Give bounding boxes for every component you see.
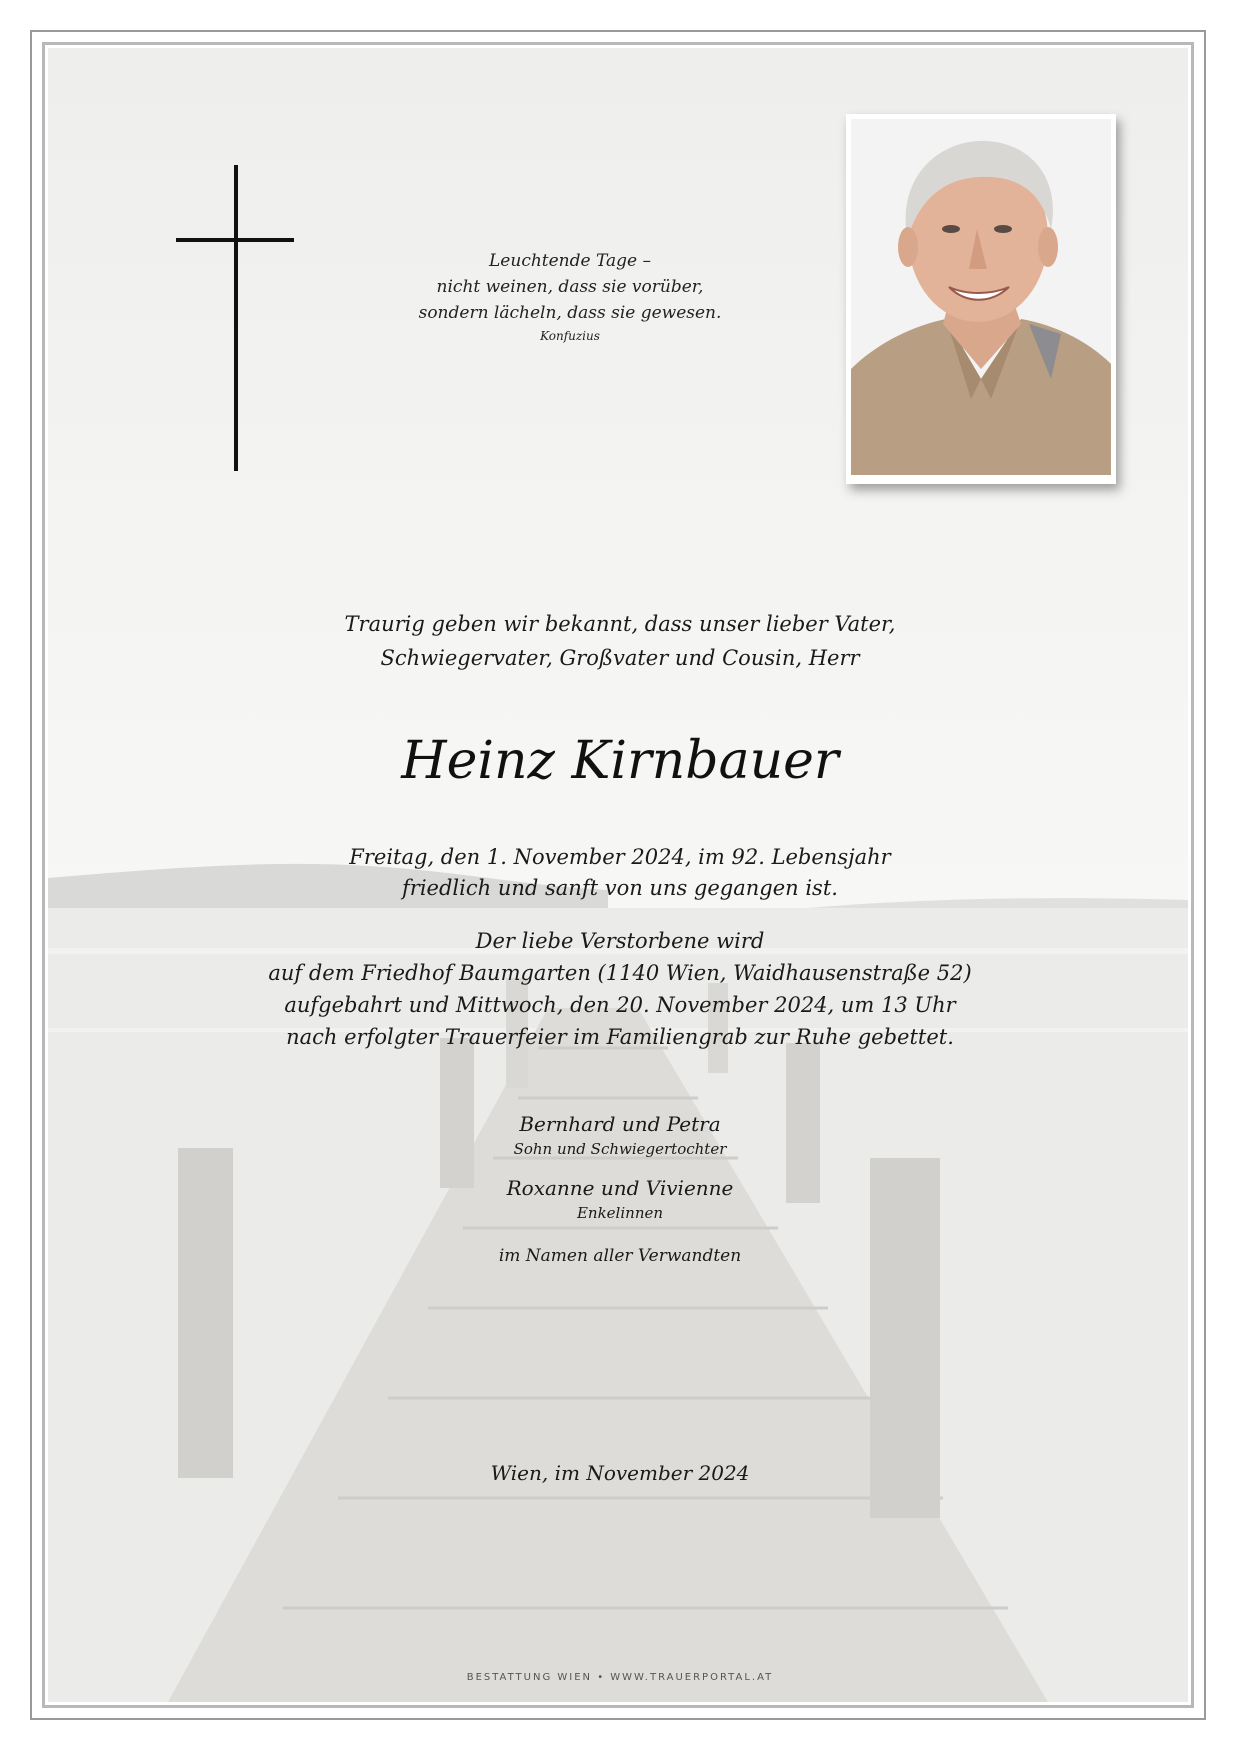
- burial-line: auf dem Friedhof Baumgarten (1140 Wien, Waidhausenstraße 52): [268, 961, 972, 985]
- footer-credit: BESTATTUNG WIEN • WWW.TRAUERPORTAL.AT: [466, 1672, 774, 1683]
- death-line: Freitag, den 1. November 2024, im 92. Lebensjahr: [349, 845, 891, 869]
- burial-line: Der liebe Verstorbene wird: [475, 929, 765, 953]
- mourners-list: [420, 1110, 820, 1268]
- place-date: Wien, im November 2024: [490, 1461, 750, 1485]
- portrait-frame: [846, 114, 1116, 484]
- quote-line: Leuchtende Tage –: [489, 251, 651, 271]
- portrait-photo: [851, 119, 1111, 475]
- death-line: friedlich und sanft von uns gegangen ist.: [402, 876, 838, 900]
- mourner-relation: Sohn und Schwiegertochter: [513, 1140, 727, 1158]
- mourner-relation: Enkelinnen: [576, 1204, 664, 1222]
- quote-line: nicht weinen, dass sie vorüber,: [436, 277, 704, 297]
- deceased-name: Heinz Kirnbauer: [401, 731, 839, 791]
- on-behalf-line: im Namen aller Verwandten: [498, 1246, 742, 1266]
- announcement-text: [220, 607, 1020, 675]
- death-notice: [220, 842, 1020, 904]
- announcement-line: Traurig geben wir bekannt, dass unser lieber Vater,: [344, 612, 896, 636]
- quote-author: Konfuzius: [540, 329, 600, 343]
- burial-line: aufgebahrt und Mittwoch, den 20. November 2024, um 13 Uhr: [284, 993, 956, 1017]
- burial-details: [200, 925, 1040, 1053]
- cross-icon-bar: [176, 238, 294, 242]
- announcement-line: Schwiegervater, Großvater und Cousin, Herr: [380, 646, 860, 670]
- cross-icon: [234, 165, 238, 471]
- memorial-quote: [370, 248, 770, 346]
- mourner-names: Roxanne und Vivienne: [506, 1176, 734, 1200]
- quote-line: sondern lächeln, dass sie gewesen.: [418, 303, 722, 323]
- mourner-names: Bernhard und Petra: [519, 1112, 721, 1136]
- burial-line: nach erfolgter Trauerfeier im Familiengrab zur Ruhe gebettet.: [286, 1025, 954, 1049]
